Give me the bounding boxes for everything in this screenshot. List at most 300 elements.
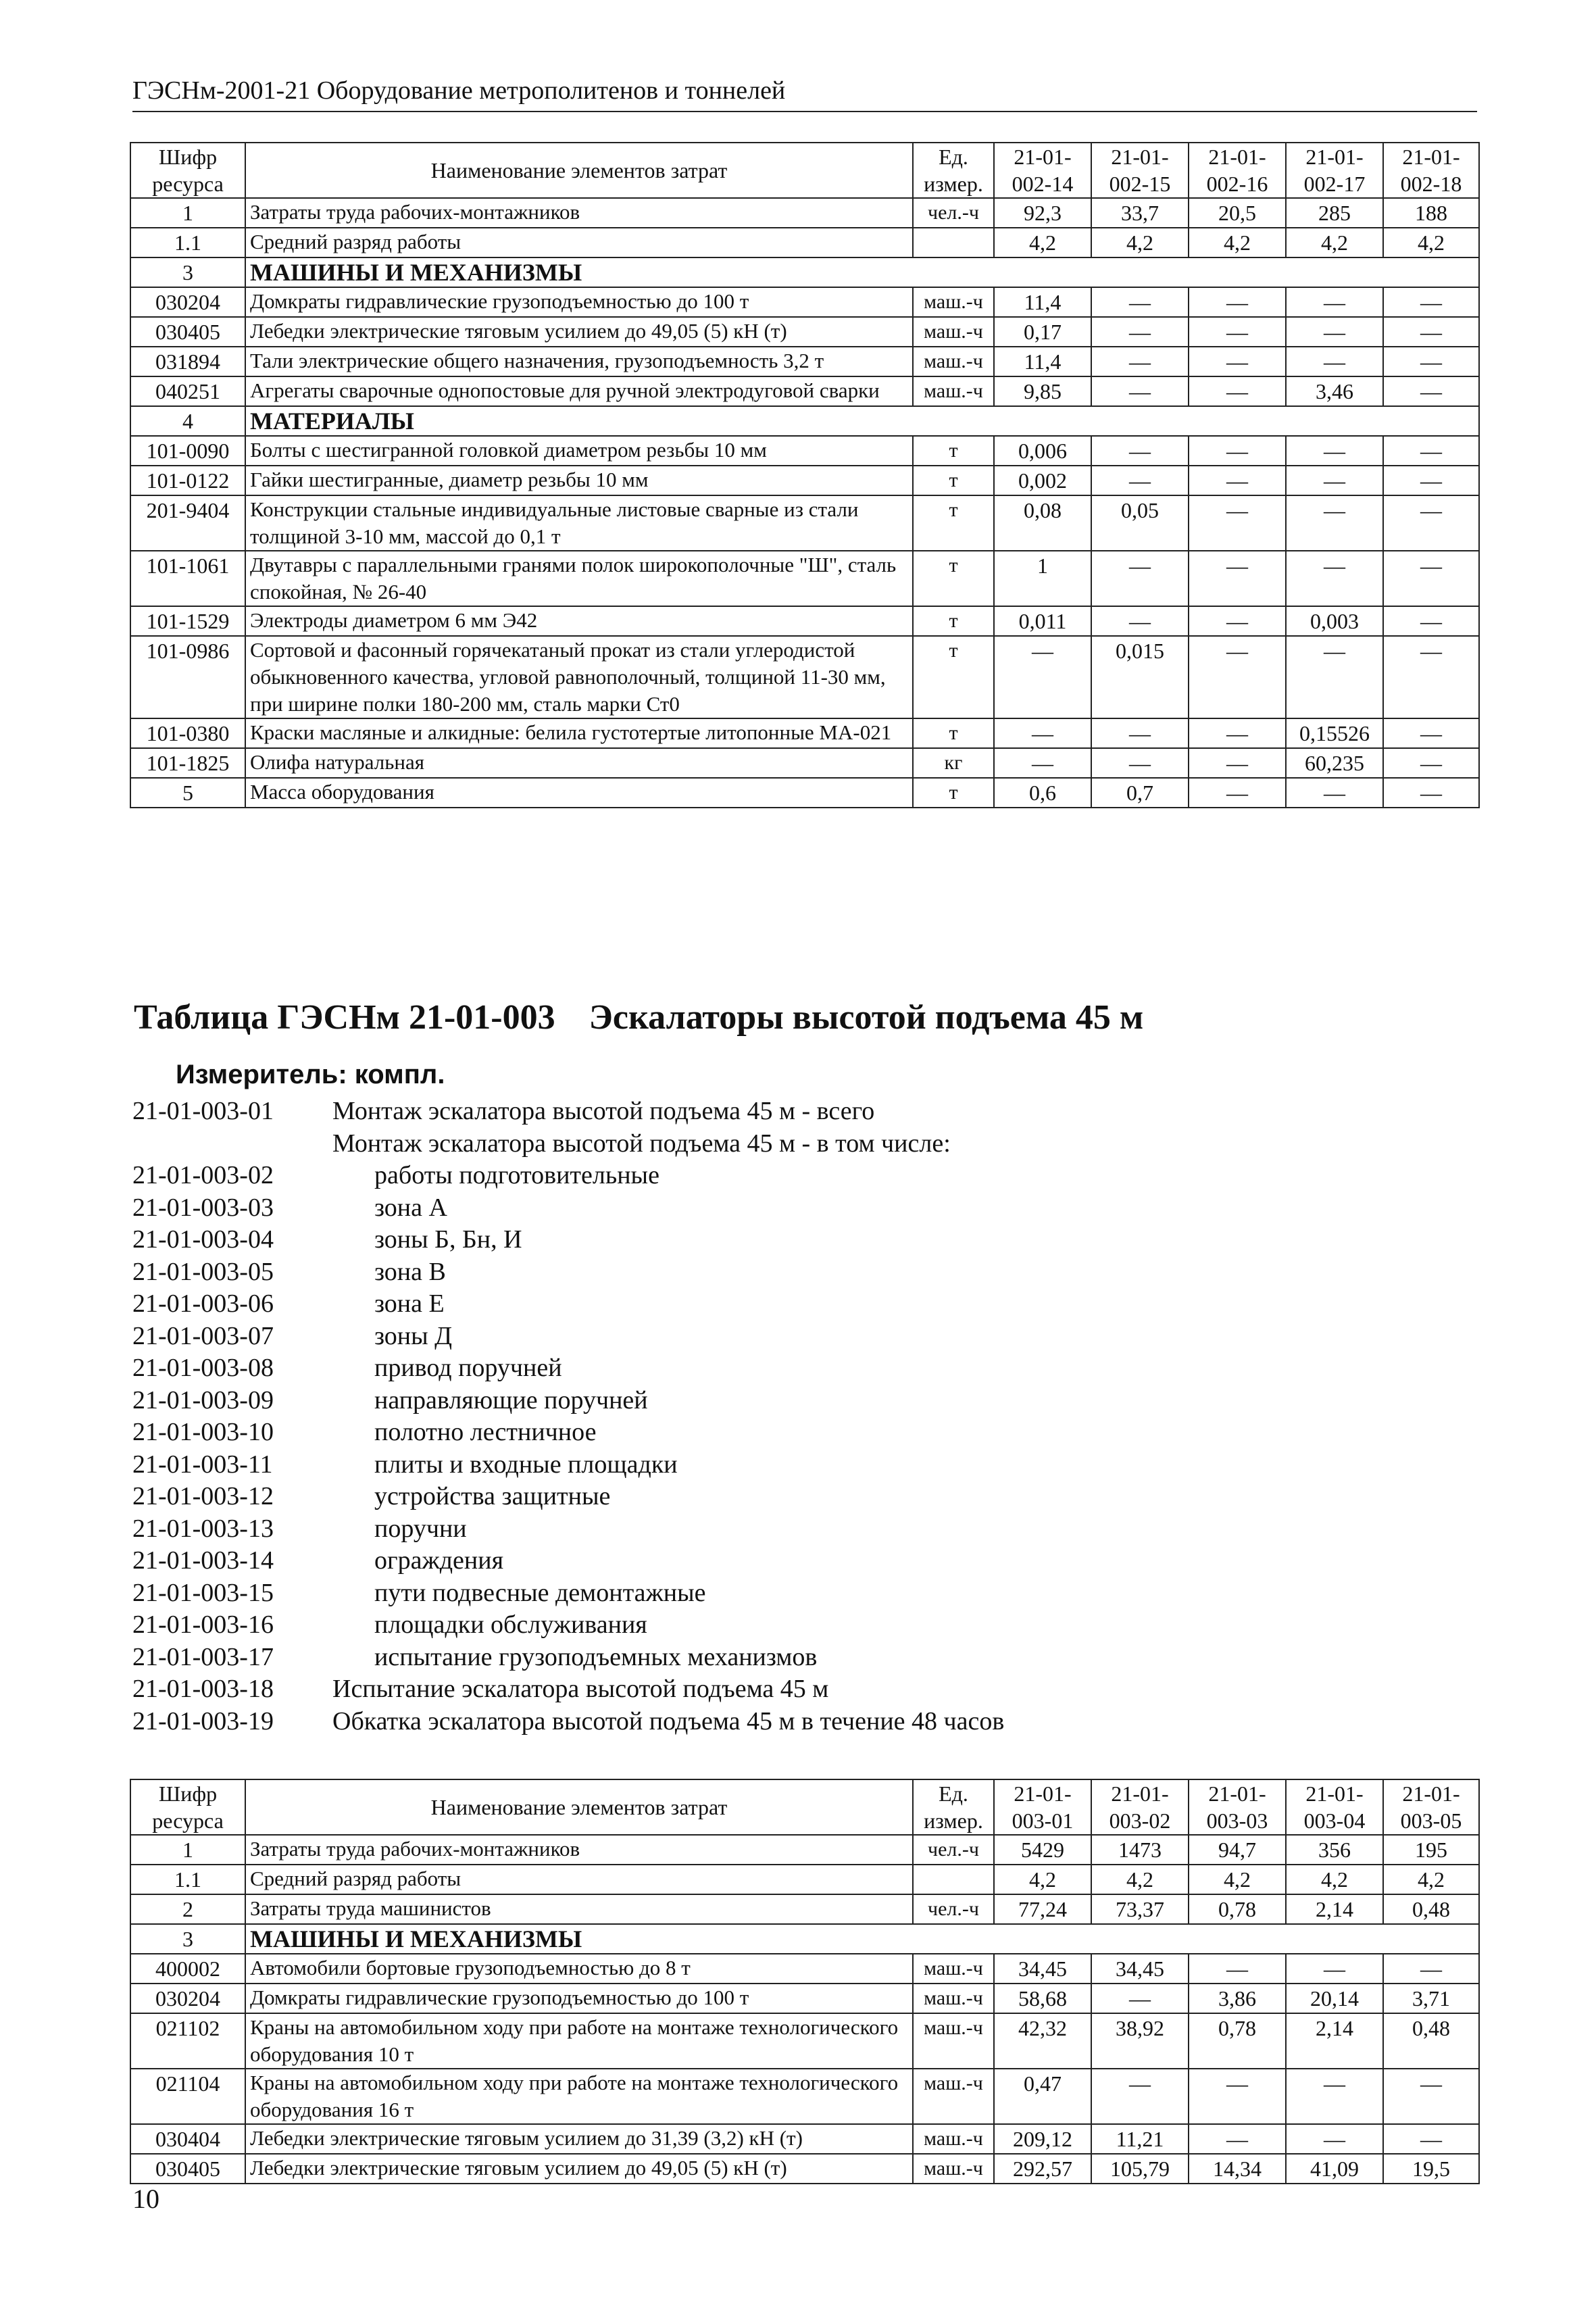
unit-cell: чел.-ч bbox=[913, 198, 994, 228]
resource-code: 1 bbox=[130, 1835, 245, 1865]
cost-element-name: Масса оборудования bbox=[245, 778, 913, 808]
resource-code: 030405 bbox=[130, 317, 245, 347]
norm-description: зона Е bbox=[374, 1289, 445, 1318]
norm-code: 21-01-003-17 bbox=[132, 1642, 274, 1671]
value-cell: — bbox=[1189, 718, 1286, 748]
value-cell: 77,24 bbox=[994, 1894, 1091, 1924]
table-row bbox=[130, 347, 1479, 376]
table-header-row bbox=[130, 1779, 1479, 1835]
norm-code: 21-01-003-13 bbox=[132, 1514, 274, 1543]
unit-cell: маш.-ч bbox=[913, 1984, 994, 2013]
norm-code-item bbox=[132, 1417, 1416, 1450]
page-header: ГЭСНм-2001-21 Оборудование метрополитенов и тоннелей bbox=[132, 76, 1477, 112]
value-cell: — bbox=[1286, 317, 1383, 347]
value-cell: 11,4 bbox=[994, 287, 1091, 317]
value-cell: 19,5 bbox=[1383, 2154, 1479, 2184]
cost-element-name: Автомобили бортовые грузоподъемностью до 8 т bbox=[245, 1954, 913, 1984]
value-cell: — bbox=[1091, 718, 1189, 748]
value-cell: — bbox=[1091, 376, 1189, 406]
value-cell: 2,14 bbox=[1286, 1894, 1383, 1924]
norm-description: поручни bbox=[374, 1514, 467, 1543]
norm-description: зоны Б, Бн, И bbox=[374, 1225, 522, 1254]
cost-element-name: Лебедки электрические тяговым усилием до 49,05 (5) кН (т) bbox=[245, 317, 913, 347]
table-row bbox=[130, 1984, 1479, 2013]
resource-table-2 bbox=[130, 1779, 1480, 2184]
unit-cell: т bbox=[913, 495, 994, 551]
col-header-norm: 21-01-003-04 bbox=[1286, 1779, 1383, 1835]
resource-code: 021104 bbox=[130, 2069, 245, 2124]
value-cell: — bbox=[1189, 466, 1286, 495]
norm-code: 21-01-003-05 bbox=[132, 1257, 274, 1286]
norm-code: 21-01-003-11 bbox=[132, 1450, 273, 1479]
value-cell: — bbox=[1189, 317, 1286, 347]
value-cell: — bbox=[1383, 551, 1479, 606]
value-cell: 0,78 bbox=[1189, 1894, 1286, 1924]
resource-code: 1.1 bbox=[130, 1865, 245, 1894]
cost-element-name: Электроды диаметром 6 мм Э42 bbox=[245, 606, 913, 636]
table-row bbox=[130, 748, 1479, 778]
table-row bbox=[130, 466, 1479, 495]
unit-cell: т bbox=[913, 718, 994, 748]
norm-code: 21-01-003-03 bbox=[132, 1193, 274, 1222]
norm-description: привод поручней bbox=[374, 1354, 562, 1382]
table-row bbox=[130, 636, 1479, 718]
value-cell: — bbox=[1189, 2069, 1286, 2124]
norm-code-item bbox=[132, 1385, 1416, 1418]
value-cell: — bbox=[1189, 551, 1286, 606]
resource-code: 101-0986 bbox=[130, 636, 245, 718]
value-cell: 9,85 bbox=[994, 376, 1091, 406]
value-cell: 4,2 bbox=[994, 228, 1091, 257]
unit-cell: маш.-ч bbox=[913, 2013, 994, 2069]
resource-code: 1 bbox=[130, 198, 245, 228]
value-cell: 1473 bbox=[1091, 1835, 1189, 1865]
value-cell: 4,2 bbox=[1091, 1865, 1189, 1894]
table-row bbox=[130, 1894, 1479, 1924]
value-cell: — bbox=[1091, 748, 1189, 778]
table-row bbox=[130, 2013, 1479, 2069]
norm-description: работы подготовительные bbox=[374, 1161, 659, 1189]
norm-description: устройства защитные bbox=[374, 1482, 611, 1510]
value-cell: — bbox=[1286, 2124, 1383, 2154]
norm-description: Монтаж эскалатора высотой подъема 45 м - всего bbox=[332, 1097, 875, 1125]
value-cell: — bbox=[1091, 466, 1189, 495]
unit-cell: чел.-ч bbox=[913, 1894, 994, 1924]
norm-code-item bbox=[132, 1129, 1416, 1161]
value-cell: — bbox=[1091, 606, 1189, 636]
value-cell: — bbox=[1091, 317, 1189, 347]
unit-cell bbox=[913, 1865, 994, 1894]
table-2-name: Эскалаторы высотой подъема 45 м bbox=[589, 998, 1144, 1037]
resource-code: 101-1529 bbox=[130, 606, 245, 636]
value-cell: 1 bbox=[994, 551, 1091, 606]
resource-code: 030404 bbox=[130, 2124, 245, 2154]
resource-code: 030405 bbox=[130, 2154, 245, 2184]
value-cell: 0,6 bbox=[994, 778, 1091, 808]
value-cell: — bbox=[1383, 287, 1479, 317]
value-cell: 4,2 bbox=[1189, 228, 1286, 257]
resource-code: 101-0122 bbox=[130, 466, 245, 495]
norm-code-item bbox=[132, 1578, 1416, 1610]
cost-element-name: Домкраты гидравлические грузоподъемностью до 100 т bbox=[245, 287, 913, 317]
value-cell: 4,2 bbox=[1286, 228, 1383, 257]
table-row bbox=[130, 2154, 1479, 2184]
value-cell: — bbox=[1383, 317, 1479, 347]
value-cell: — bbox=[1286, 347, 1383, 376]
value-cell: — bbox=[1383, 606, 1479, 636]
norm-code: 21-01-003-07 bbox=[132, 1321, 274, 1350]
cost-element-name: Затраты труда рабочих-монтажников bbox=[245, 1835, 913, 1865]
value-cell: — bbox=[1286, 466, 1383, 495]
norm-code-item bbox=[132, 1353, 1416, 1385]
value-cell: 292,57 bbox=[994, 2154, 1091, 2184]
norm-code-item bbox=[132, 1706, 1416, 1739]
value-cell: — bbox=[1189, 436, 1286, 466]
table-2-code: Таблица ГЭСНм 21-01-003 bbox=[134, 998, 555, 1037]
value-cell: — bbox=[1286, 495, 1383, 551]
col-header-code: Шифр ресурса bbox=[130, 143, 245, 198]
value-cell: 4,2 bbox=[1383, 1865, 1479, 1894]
resource-code: 101-0380 bbox=[130, 718, 245, 748]
unit-cell: т bbox=[913, 551, 994, 606]
value-cell: 20,14 bbox=[1286, 1984, 1383, 2013]
resource-code: 021102 bbox=[130, 2013, 245, 2069]
table-row bbox=[130, 436, 1479, 466]
norm-description: зоны Д bbox=[374, 1321, 453, 1350]
cost-element-name: Болты с шестигранной головкой диаметром резьбы 10 мм bbox=[245, 436, 913, 466]
table-2-title bbox=[134, 998, 1143, 1037]
value-cell: — bbox=[1286, 551, 1383, 606]
unit-cell: маш.-ч bbox=[913, 2154, 994, 2184]
value-cell: 4,2 bbox=[1091, 228, 1189, 257]
norm-description: плиты и входные площадки bbox=[374, 1450, 678, 1479]
unit-cell: маш.-ч bbox=[913, 2069, 994, 2124]
value-cell: — bbox=[1091, 347, 1189, 376]
value-cell: 2,14 bbox=[1286, 2013, 1383, 2069]
table-row bbox=[130, 778, 1479, 808]
table-row bbox=[130, 495, 1479, 551]
norm-code: 21-01-003-09 bbox=[132, 1385, 274, 1414]
value-cell: 34,45 bbox=[994, 1954, 1091, 1984]
norm-code-item bbox=[132, 1289, 1416, 1321]
unit-cell: маш.-ч bbox=[913, 347, 994, 376]
value-cell: — bbox=[1383, 347, 1479, 376]
value-cell: 34,45 bbox=[1091, 1954, 1189, 1984]
value-cell: 0,002 bbox=[994, 466, 1091, 495]
cost-element-name: Средний разряд работы bbox=[245, 228, 913, 257]
resource-code: 040251 bbox=[130, 376, 245, 406]
norm-code: 21-01-003-04 bbox=[132, 1225, 274, 1254]
value-cell: 0,08 bbox=[994, 495, 1091, 551]
norm-code: 21-01-003-01 bbox=[132, 1097, 274, 1125]
col-header-norm: 21-01-002-14 bbox=[994, 143, 1091, 198]
norm-code-list bbox=[132, 1096, 1416, 1738]
value-cell: — bbox=[1189, 347, 1286, 376]
cost-element-name: Домкраты гидравлические грузоподъемностью до 100 т bbox=[245, 1984, 913, 2013]
norm-code: 21-01-003-18 bbox=[132, 1675, 274, 1703]
unit-cell: маш.-ч bbox=[913, 2124, 994, 2154]
section-heading: МАШИНЫ И МЕХАНИЗМЫ bbox=[245, 1924, 1479, 1954]
resource-table-1 bbox=[130, 142, 1480, 808]
resource-code: 101-0090 bbox=[130, 436, 245, 466]
resource-code: 101-1061 bbox=[130, 551, 245, 606]
table-row bbox=[130, 606, 1479, 636]
value-cell: 3,46 bbox=[1286, 376, 1383, 406]
unit-cell: маш.-ч bbox=[913, 287, 994, 317]
value-cell: 0,006 bbox=[994, 436, 1091, 466]
col-header-norm: 21-01-002-16 bbox=[1189, 143, 1286, 198]
value-cell: 38,92 bbox=[1091, 2013, 1189, 2069]
norm-description: испытание грузоподъемных механизмов bbox=[374, 1642, 818, 1671]
norm-code: 21-01-003-16 bbox=[132, 1610, 274, 1639]
cost-element-name: Конструкции стальные индивидуальные листовые сварные из стали толщиной 3-10 мм, массой до 0,1 т bbox=[245, 495, 913, 551]
norm-description: зона А bbox=[374, 1193, 447, 1222]
value-cell: — bbox=[1286, 1954, 1383, 1984]
value-cell: 356 bbox=[1286, 1835, 1383, 1865]
value-cell: — bbox=[1383, 376, 1479, 406]
value-cell: 73,37 bbox=[1091, 1894, 1189, 1924]
resource-code: 4 bbox=[130, 406, 245, 436]
resource-code: 031894 bbox=[130, 347, 245, 376]
table-row bbox=[130, 406, 1479, 436]
table-row bbox=[130, 317, 1479, 347]
unit-cell: маш.-ч bbox=[913, 317, 994, 347]
resource-code: 1.1 bbox=[130, 228, 245, 257]
col-header-norm: 21-01-003-03 bbox=[1189, 1779, 1286, 1835]
section-heading: МАШИНЫ И МЕХАНИЗМЫ bbox=[245, 257, 1479, 287]
norm-code-item bbox=[132, 1514, 1416, 1546]
norm-code-item bbox=[132, 1546, 1416, 1578]
table-row bbox=[130, 1924, 1479, 1954]
col-header-code: Шифр ресурса bbox=[130, 1779, 245, 1835]
value-cell: 60,235 bbox=[1286, 748, 1383, 778]
col-header-norm: 21-01-002-15 bbox=[1091, 143, 1189, 198]
norm-description: пути подвесные демонтажные bbox=[374, 1578, 706, 1607]
value-cell: 188 bbox=[1383, 198, 1479, 228]
cost-element-name: Тали электрические общего назначения, грузоподъемность 3,2 т bbox=[245, 347, 913, 376]
value-cell: — bbox=[1091, 436, 1189, 466]
col-header-unit: Ед. измер. bbox=[913, 143, 994, 198]
value-cell: 20,5 bbox=[1189, 198, 1286, 228]
value-cell: — bbox=[1091, 1984, 1189, 2013]
value-cell: 4,2 bbox=[994, 1865, 1091, 1894]
resource-code: 3 bbox=[130, 1924, 245, 1954]
norm-code: 21-01-003-08 bbox=[132, 1354, 274, 1382]
value-cell: 3,71 bbox=[1383, 1984, 1479, 2013]
unit-cell: т bbox=[913, 606, 994, 636]
value-cell: 209,12 bbox=[994, 2124, 1091, 2154]
unit-cell: т bbox=[913, 636, 994, 718]
norm-code: 21-01-003-02 bbox=[132, 1161, 274, 1189]
value-cell: 0,17 bbox=[994, 317, 1091, 347]
unit-cell: маш.-ч bbox=[913, 1954, 994, 1984]
norm-code: 21-01-003-19 bbox=[132, 1706, 274, 1736]
value-cell: 4,2 bbox=[1286, 1865, 1383, 1894]
unit-cell: чел.-ч bbox=[913, 1835, 994, 1865]
resource-code: 3 bbox=[130, 257, 245, 287]
value-cell: — bbox=[1189, 636, 1286, 718]
norm-code-item bbox=[132, 1450, 1416, 1482]
resource-code: 030204 bbox=[130, 287, 245, 317]
value-cell: — bbox=[994, 636, 1091, 718]
cost-element-name: Лебедки электрические тяговым усилием до 49,05 (5) кН (т) bbox=[245, 2154, 913, 2184]
value-cell: 0,48 bbox=[1383, 2013, 1479, 2069]
value-cell: 33,7 bbox=[1091, 198, 1189, 228]
table-row bbox=[130, 376, 1479, 406]
value-cell: — bbox=[1286, 436, 1383, 466]
norm-code-item bbox=[132, 1481, 1416, 1514]
value-cell: 0,011 bbox=[994, 606, 1091, 636]
norm-description: направляющие поручней bbox=[374, 1385, 648, 1414]
value-cell: 4,2 bbox=[1189, 1865, 1286, 1894]
value-cell: — bbox=[1286, 2069, 1383, 2124]
value-cell: 4,2 bbox=[1383, 228, 1479, 257]
norm-description: Монтаж эскалатора высотой подъема 45 м - в том числе: bbox=[332, 1129, 951, 1158]
table-row bbox=[130, 551, 1479, 606]
unit-cell bbox=[913, 228, 994, 257]
table-header-row bbox=[130, 143, 1479, 198]
value-cell: — bbox=[1383, 1954, 1479, 1984]
value-cell: — bbox=[1383, 748, 1479, 778]
norm-code: 21-01-003-15 bbox=[132, 1578, 274, 1607]
meter-label: Измеритель: компл. bbox=[176, 1060, 445, 1089]
unit-cell: кг bbox=[913, 748, 994, 778]
value-cell: — bbox=[1189, 2124, 1286, 2154]
value-cell: — bbox=[1189, 495, 1286, 551]
resource-code: 101-1825 bbox=[130, 748, 245, 778]
value-cell: 0,48 bbox=[1383, 1894, 1479, 1924]
table-row bbox=[130, 1865, 1479, 1894]
norm-description: Испытание эскалатора высотой подъема 45 м bbox=[332, 1675, 829, 1703]
norm-code-item bbox=[132, 1642, 1416, 1675]
norm-description: Обкатка эскалатора высотой подъема 45 м в течение 48 часов bbox=[332, 1706, 1005, 1736]
resource-code: 201-9404 bbox=[130, 495, 245, 551]
table-row bbox=[130, 718, 1479, 748]
value-cell: 11,21 bbox=[1091, 2124, 1189, 2154]
page-number: 10 bbox=[132, 2184, 159, 2214]
norm-description: ограждения bbox=[374, 1546, 504, 1575]
table-row bbox=[130, 1835, 1479, 1865]
table-row bbox=[130, 257, 1479, 287]
norm-description: зона В bbox=[374, 1257, 446, 1286]
norm-code-item bbox=[132, 1160, 1416, 1193]
resource-code: 030204 bbox=[130, 1984, 245, 2013]
resource-code: 2 bbox=[130, 1894, 245, 1924]
resource-code: 5 bbox=[130, 778, 245, 808]
col-header-name: Наименование элементов затрат bbox=[245, 143, 913, 198]
value-cell: 42,32 bbox=[994, 2013, 1091, 2069]
resource-code: 400002 bbox=[130, 1954, 245, 1984]
value-cell: 58,68 bbox=[994, 1984, 1091, 2013]
norm-code-item bbox=[132, 1193, 1416, 1225]
cost-element-name: Двутавры с параллельными гранями полок широкополочные "Ш", сталь спокойная, № 26-40 bbox=[245, 551, 913, 606]
value-cell: — bbox=[1383, 466, 1479, 495]
unit-cell: т bbox=[913, 436, 994, 466]
cost-element-name: Гайки шестигранные, диаметр резьбы 10 мм bbox=[245, 466, 913, 495]
value-cell: 0,7 bbox=[1091, 778, 1189, 808]
value-cell: — bbox=[1189, 287, 1286, 317]
value-cell: 0,015 bbox=[1091, 636, 1189, 718]
value-cell: 0,78 bbox=[1189, 2013, 1286, 2069]
value-cell: — bbox=[1383, 718, 1479, 748]
value-cell: 3,86 bbox=[1189, 1984, 1286, 2013]
unit-cell: маш.-ч bbox=[913, 376, 994, 406]
section-heading: МАТЕРИАЛЫ bbox=[245, 406, 1479, 436]
value-cell: 0,003 bbox=[1286, 606, 1383, 636]
value-cell: 285 bbox=[1286, 198, 1383, 228]
value-cell: — bbox=[994, 718, 1091, 748]
col-header-unit: Ед. измер. bbox=[913, 1779, 994, 1835]
value-cell: — bbox=[1383, 2124, 1479, 2154]
table-row bbox=[130, 287, 1479, 317]
value-cell: 94,7 bbox=[1189, 1835, 1286, 1865]
norm-code: 21-01-003-14 bbox=[132, 1546, 274, 1575]
cost-element-name: Лебедки электрические тяговым усилием до 31,39 (3,2) кН (т) bbox=[245, 2124, 913, 2154]
col-header-norm: 21-01-003-01 bbox=[994, 1779, 1091, 1835]
value-cell: 105,79 bbox=[1091, 2154, 1189, 2184]
col-header-norm: 21-01-003-02 bbox=[1091, 1779, 1189, 1835]
value-cell: — bbox=[1091, 2069, 1189, 2124]
value-cell: — bbox=[1383, 436, 1479, 466]
cost-element-name: Сортовой и фасонный горячекатаный прокат из стали углеродистой обыкновенного качества, угловой равнополочный, толщиной 11-30 мм, при ширине полки 180-200 мм, сталь марки Ст0 bbox=[245, 636, 913, 718]
norm-code-item bbox=[132, 1225, 1416, 1257]
table-row bbox=[130, 2124, 1479, 2154]
value-cell: — bbox=[1189, 606, 1286, 636]
norm-code-item bbox=[132, 1257, 1416, 1289]
cost-element-name: Краны на автомобильном ходу при работе на монтаже технологического оборудования 16 т bbox=[245, 2069, 913, 2124]
value-cell: — bbox=[1091, 551, 1189, 606]
col-header-norm: 21-01-002-17 bbox=[1286, 143, 1383, 198]
value-cell: — bbox=[994, 748, 1091, 778]
cost-element-name: Краски масляные и алкидные: белила густотертые литопонные МА-021 bbox=[245, 718, 913, 748]
value-cell: 0,47 bbox=[994, 2069, 1091, 2124]
table-row bbox=[130, 198, 1479, 228]
value-cell: 41,09 bbox=[1286, 2154, 1383, 2184]
cost-element-name: Агрегаты сварочные однопостовые для ручной электродуговой сварки bbox=[245, 376, 913, 406]
cost-element-name: Средний разряд работы bbox=[245, 1865, 913, 1894]
norm-code-item bbox=[132, 1096, 1416, 1129]
norm-code-item bbox=[132, 1674, 1416, 1706]
value-cell: 5429 bbox=[994, 1835, 1091, 1865]
col-header-norm: 21-01-003-05 bbox=[1383, 1779, 1479, 1835]
value-cell: — bbox=[1091, 287, 1189, 317]
value-cell: — bbox=[1383, 495, 1479, 551]
cost-element-name: Олифа натуральная bbox=[245, 748, 913, 778]
value-cell: — bbox=[1189, 1954, 1286, 1984]
norm-code: 21-01-003-06 bbox=[132, 1289, 274, 1318]
col-header-name: Наименование элементов затрат bbox=[245, 1779, 913, 1835]
norm-code: 21-01-003-10 bbox=[132, 1418, 274, 1446]
cost-element-name: Затраты труда машинистов bbox=[245, 1894, 913, 1924]
norm-code-item bbox=[132, 1321, 1416, 1354]
norm-description: полотно лестничное bbox=[374, 1418, 597, 1446]
value-cell: 14,34 bbox=[1189, 2154, 1286, 2184]
norm-description: площадки обслуживания bbox=[374, 1610, 647, 1639]
table-row bbox=[130, 228, 1479, 257]
value-cell: 11,4 bbox=[994, 347, 1091, 376]
cost-element-name: Краны на автомобильном ходу при работе на монтаже технологического оборудования 10 т bbox=[245, 2013, 913, 2069]
value-cell: 0,15526 bbox=[1286, 718, 1383, 748]
value-cell: — bbox=[1383, 636, 1479, 718]
value-cell: 0,05 bbox=[1091, 495, 1189, 551]
norm-code-item bbox=[132, 1610, 1416, 1642]
value-cell: — bbox=[1189, 748, 1286, 778]
unit-cell: т bbox=[913, 466, 994, 495]
col-header-norm: 21-01-002-18 bbox=[1383, 143, 1479, 198]
value-cell: — bbox=[1286, 287, 1383, 317]
value-cell: — bbox=[1189, 778, 1286, 808]
value-cell: 195 bbox=[1383, 1835, 1479, 1865]
